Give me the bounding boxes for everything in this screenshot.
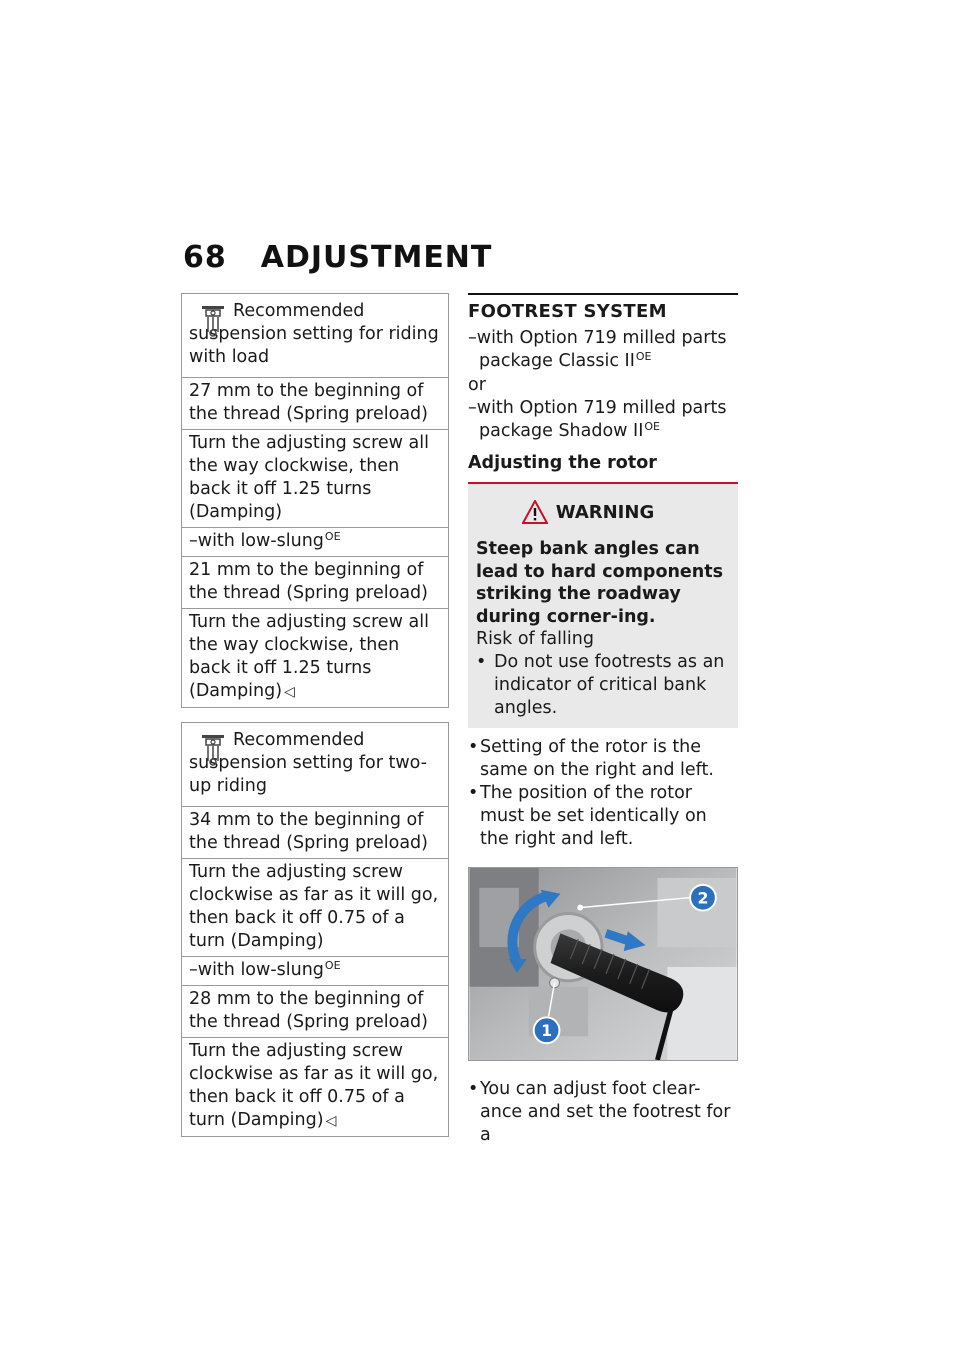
- twoup-spring-preload: 34 mm to the beginning of the thread (Spring preload): [182, 806, 448, 858]
- twoup-heading: Recommended suspension setting for two-up riding: [189, 730, 428, 796]
- page-number: 68: [183, 240, 227, 275]
- loaded-lowslung-label: –with low-slung$^{OE}$: [182, 527, 448, 556]
- option-classic: –with Option 719 milled parts package Classic $II^{OE}$: [468, 328, 727, 371]
- section-title: FOOTREST SYSTEM: [468, 293, 738, 323]
- or-text: or: [468, 375, 486, 395]
- subheading: Adjusting the rotor: [468, 452, 738, 484]
- option-shadow: –with Option 719 milled parts package Shadow $II^{OE}$: [468, 398, 727, 441]
- callout-number: 1: [541, 1021, 553, 1041]
- oe-superscript: OE: [324, 959, 341, 972]
- suspension-strut-icon: [199, 733, 227, 767]
- instruction-list: [468, 736, 738, 851]
- warning-label: WARNING: [555, 501, 655, 523]
- end-mark-icon: ◁: [284, 684, 295, 700]
- end-mark-icon: ◁: [325, 1113, 337, 1129]
- warning-header: [476, 500, 730, 524]
- chapter-title: ADJUSTMENT: [260, 240, 493, 275]
- suspension-strut-icon: [199, 304, 227, 338]
- oe-superscript: OE: [324, 530, 341, 543]
- loaded-heading-row: [182, 294, 448, 377]
- warning-triangle-icon: [522, 500, 548, 524]
- left-column: [181, 293, 449, 1137]
- warning-box: [468, 484, 738, 728]
- warning-risk: Risk of falling: [476, 629, 594, 649]
- right-column: [468, 293, 738, 1147]
- footrest-rotor-photo: [468, 867, 738, 1061]
- warning-bullet: • Do not use footrests as an indicator of critical bank angles.: [476, 652, 725, 718]
- loaded-spring-preload: 27 mm to the beginning of the thread (Spring preload): [182, 377, 448, 429]
- twoup-heading-row: [182, 723, 448, 806]
- callout-number: 2: [697, 888, 709, 908]
- page-header: [183, 240, 492, 275]
- loaded-low-spring-preload: 21 mm to the beginning of the thread (Spring preload): [182, 556, 448, 608]
- loaded-low-damping: Turn the adjusting screw all the way clockwise, then back it off 1.25 turns (Damping) ◁: [182, 608, 448, 707]
- loaded-heading: Recommended suspension setting for riding with load: [189, 301, 439, 367]
- oe-superscript: OE: [644, 420, 660, 433]
- oe-superscript: OE: [635, 350, 652, 363]
- warning-statement: Steep bank angles can lead to hard components striking the roadway during corner-ing.: [476, 539, 724, 627]
- list-item: • The position of the rotor must be set identically on the right and left.: [468, 783, 707, 849]
- loaded-damping: Turn the adjusting screw all the way clockwise, then back it off 1.25 turns (Damping): [182, 429, 448, 527]
- twoup-settings-table: [181, 722, 449, 1137]
- twoup-damping: Turn the adjusting screw clockwise as far as it will go, then back it off 0.75 of a turn (Damping): [182, 858, 448, 956]
- list-item: • Setting of the rotor is the same on the right and left.: [468, 737, 714, 780]
- twoup-low-damping: Turn the adjusting screw clockwise as far as it will go, then back it off 0.75 of a turn (Damping) ◁: [182, 1037, 448, 1136]
- twoup-low-spring-preload: 28 mm to the beginning of the thread (Spring preload): [182, 985, 448, 1037]
- loaded-settings-table: [181, 293, 449, 708]
- list-item: • You can adjust foot clear-ance and set the footrest for a: [468, 1079, 731, 1145]
- twoup-lowslung-label: –with low-slung$^{OE}$: [182, 956, 448, 985]
